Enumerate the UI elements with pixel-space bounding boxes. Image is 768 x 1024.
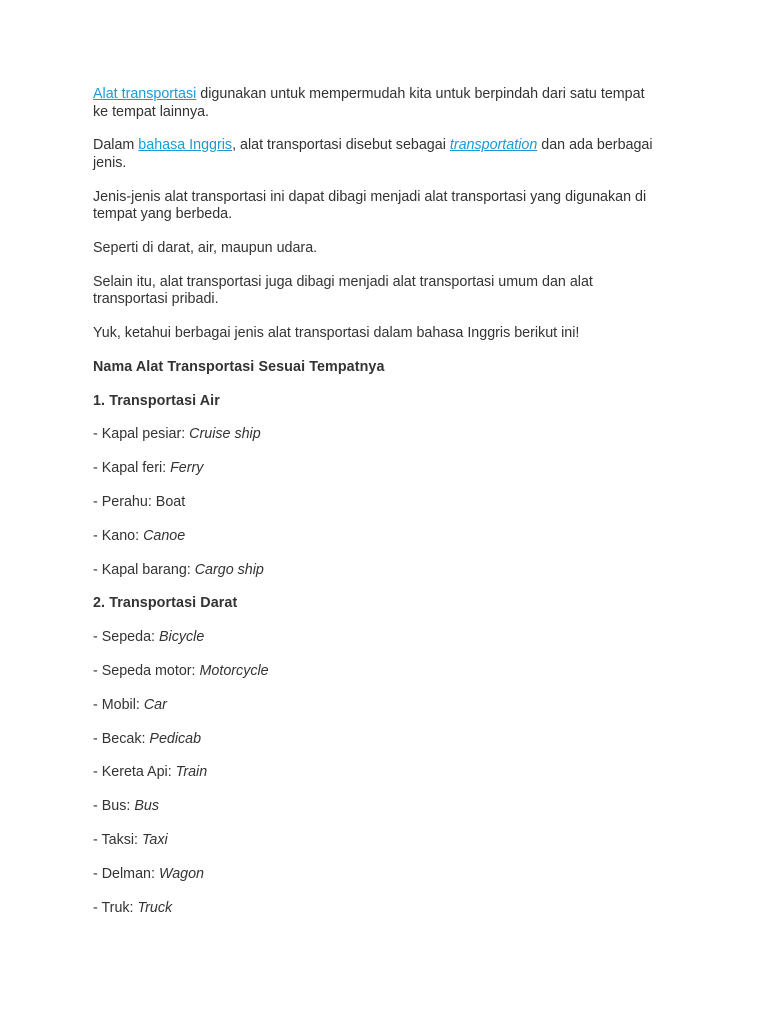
intro-paragraphs — [93, 86, 653, 342]
item-label: - Kapal barang: — [93, 561, 195, 578]
paragraph-2 — [93, 137, 653, 172]
item-english-term: Wagon — [158, 865, 204, 882]
item-label: - Perahu: — [93, 493, 156, 510]
item-label: - Delman: — [93, 865, 159, 882]
item-english-term: Ferry — [170, 460, 204, 477]
item-label: - Taksi: — [93, 831, 142, 848]
item-english-term: Motorcycle — [199, 662, 269, 679]
section-heading: 2. Transportasi Darat — [93, 595, 238, 612]
item-label: - Mobil: — [93, 696, 144, 713]
item-english-term: Pedicab — [149, 730, 202, 747]
inline-link[interactable]: bahasa Inggris — [138, 137, 233, 154]
list-item — [93, 528, 653, 546]
list-item — [93, 866, 653, 884]
item-label: - Kapal pesiar: — [93, 426, 190, 443]
item-label: - Truk: — [93, 899, 138, 916]
paragraph-text: Dalam — [93, 137, 139, 154]
item-label: - Becak: — [93, 730, 150, 747]
paragraph-5 — [93, 274, 653, 309]
item-english-term: Truck — [137, 899, 173, 916]
list-item — [93, 832, 653, 850]
paragraph-6 — [93, 325, 653, 343]
main-heading: Nama Alat Transportasi Sesuai Tempatnya — [93, 358, 385, 375]
sections — [93, 393, 653, 917]
item-label: - Kereta Api: — [93, 764, 176, 781]
paragraph-1 — [93, 86, 653, 121]
item-label: - Kano: — [93, 527, 144, 544]
paragraph-text: Jenis-jenis alat transportasi ini dapat dibagi menjadi alat transportasi yang digunakan di tempat yang berbeda. — [93, 188, 647, 223]
paragraph-text: Yuk, ketahui berbagai jenis alat transportasi dalam bahasa Inggris berikut ini! — [93, 324, 580, 341]
paragraph-4 — [93, 240, 653, 258]
item-label: - Sepeda motor: — [93, 662, 200, 679]
list-item — [93, 629, 653, 647]
paragraph-text: digunakan untuk mempermudah kita untuk berpindah dari satu tempat ke tempat lainnya. — [93, 86, 645, 120]
item-english-term: Bus — [134, 798, 159, 815]
paragraph-text: Selain itu, alat transportasi juga dibagi menjadi alat transportasi umum dan alat transportasi pribadi. — [93, 273, 593, 308]
item-english-term: Train — [175, 764, 208, 781]
item-label: - Sepeda: — [93, 629, 159, 646]
list-item — [93, 460, 653, 478]
list-item — [93, 697, 653, 715]
paragraph-text: dan ada berbagai jenis. — [93, 137, 653, 171]
paragraph-text: Seperti di darat, air, maupun udara. — [93, 239, 318, 256]
list-item — [93, 494, 653, 512]
document-body — [93, 86, 653, 933]
item-label: - Bus: — [93, 798, 135, 815]
item-label: - Kapal feri: — [93, 460, 171, 477]
list-item — [93, 731, 653, 749]
list-item — [93, 900, 653, 918]
item-english-term: Car — [143, 696, 167, 713]
list-item — [93, 764, 653, 782]
item-english-term: Cargo ship — [194, 561, 264, 578]
item-english-term: Canoe — [143, 527, 186, 544]
item-english-term: Taxi — [142, 831, 168, 848]
inline-link[interactable]: transportation — [449, 137, 538, 154]
paragraph-text: , alat transportasi disebut sebagai — [232, 137, 450, 154]
section-heading: 1. Transportasi Air — [93, 392, 220, 409]
list-item — [93, 562, 653, 580]
list-item — [93, 663, 653, 681]
item-english-term: Cruise ship — [189, 426, 261, 443]
item-english-term: Bicycle — [158, 629, 205, 646]
list-item — [93, 798, 653, 816]
inline-link[interactable]: Alat transportasi — [93, 86, 197, 102]
item-english-term: Boat — [155, 493, 186, 510]
paragraph-3 — [93, 189, 653, 224]
list-item — [93, 426, 653, 444]
